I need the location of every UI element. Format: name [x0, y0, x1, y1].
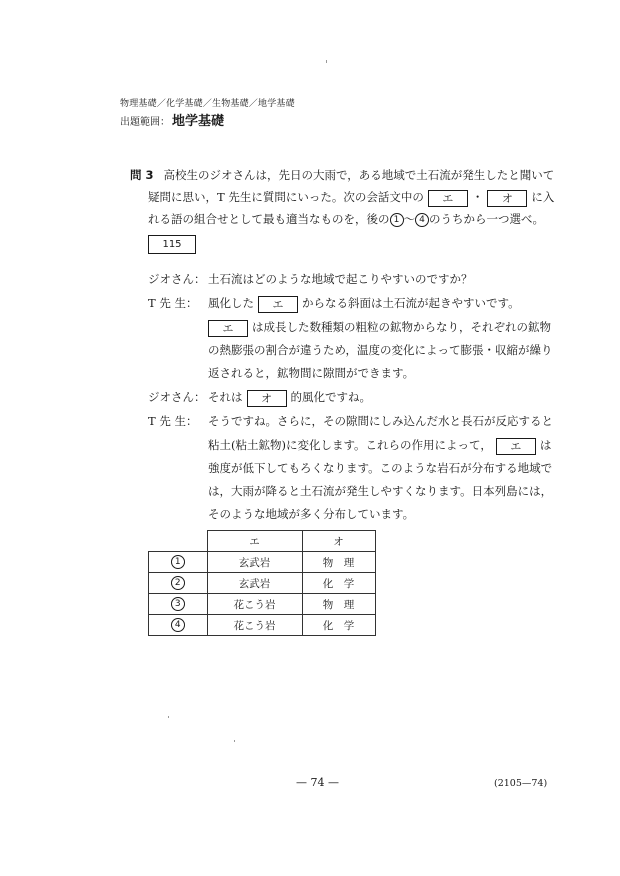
- page-number: — 74 —: [296, 776, 339, 789]
- table-row: [149, 594, 376, 615]
- blank-e: エ: [258, 296, 298, 313]
- blank-e: エ: [496, 438, 536, 455]
- blank-o: オ: [247, 390, 287, 407]
- table-header-row: [149, 531, 376, 552]
- question-line-3: [148, 209, 544, 229]
- dialogue-text-6b: 的風化ですね。: [290, 390, 371, 404]
- option-marker: 1: [171, 555, 185, 569]
- separator: ・: [471, 190, 484, 204]
- dialogue-line-7: [148, 410, 553, 432]
- dialogue-line-2: [148, 292, 520, 314]
- table-cell-o: 化 学: [302, 573, 375, 594]
- dialogue-text-3: は成長した数種類の粗粒の鉱物からなり，それぞれの鉱物: [252, 320, 551, 334]
- dialogue-text-2b: からなる斜面は土石流が起きやすいです。: [302, 296, 520, 310]
- option-marker: 2: [171, 576, 185, 590]
- dialogue-line-8: [208, 434, 551, 456]
- table-cell-e: 玄武岩: [207, 552, 302, 573]
- table-row: [149, 552, 376, 573]
- dialogue-text-8a: 粘土(粘土鉱物)に変化します。これらの作用によって，: [208, 438, 492, 452]
- speaker-teacher: T 先 生：: [148, 414, 198, 428]
- speaker-geo: ジオさん：: [148, 390, 206, 404]
- option-number-cell: [149, 573, 208, 594]
- speaker-teacher: T 先 生：: [148, 296, 198, 310]
- dialogue-text-2a: 風化した: [208, 296, 254, 310]
- table-header-o: オ: [302, 531, 375, 552]
- dialogue-line-5: 返されると，鉱物間に隙間ができます。: [208, 366, 415, 380]
- table-corner: [149, 531, 208, 552]
- dialogue-line-10: は，大雨が降ると土石流が発生しやすくなります。日本列島には，: [208, 484, 553, 498]
- option-number-cell: [149, 594, 208, 615]
- option-number-cell: [149, 615, 208, 636]
- table-header-e: エ: [207, 531, 302, 552]
- answer-number-box: 115: [148, 235, 196, 254]
- dialogue-text-6a: それは: [208, 390, 243, 404]
- option-marker: 3: [171, 597, 185, 611]
- range-value: 地学基礎: [172, 114, 225, 129]
- choices-table: [148, 530, 376, 636]
- scan-speck: [234, 740, 235, 742]
- dialogue-text-1: 土石流はどのような地域で起こりやすいのですか？: [208, 272, 473, 286]
- option-4-marker: 4: [415, 213, 429, 227]
- question-text-3b: のうちから一つ選べ。: [429, 212, 544, 226]
- blank-e: エ: [208, 320, 248, 337]
- table-row: [149, 615, 376, 636]
- dialogue-text-8b: は: [539, 438, 552, 452]
- range-label: 出題範囲：: [120, 117, 170, 128]
- table-row: [149, 573, 376, 594]
- scan-speck: [326, 60, 327, 63]
- option-marker: 4: [171, 618, 185, 632]
- dialogue-line-11: そのような地域が多く分布しています。: [208, 507, 415, 521]
- dialogue-text-7: そうですね。さらに，その隙間にしみ込んだ水と長石が反応すると: [208, 414, 553, 428]
- tilde: ～: [403, 212, 415, 226]
- speaker-geo: ジオさん：: [148, 272, 206, 286]
- table-cell-o: 物 理: [302, 594, 375, 615]
- exam-range: [120, 110, 224, 129]
- dialogue-line-3: [208, 316, 551, 338]
- question-text-1: 高校生のジオさんは，先日の大雨で，ある地域で土石流が発生したと聞いて: [163, 168, 555, 182]
- question-text-3a: れる語の組合せとして最も適当なものを，後の: [148, 212, 390, 226]
- question-text-2b: に入: [531, 190, 555, 204]
- document-code: (2105—74): [494, 778, 548, 789]
- table-cell-o: 物 理: [302, 552, 375, 573]
- dialogue-line-1: [148, 268, 473, 290]
- blank-e: エ: [428, 190, 468, 207]
- question-text-2a: 疑問に思い，T 先生に質問にいった。次の会話文中の: [148, 190, 424, 204]
- question-line-2: [148, 187, 554, 207]
- table-cell-o: 化 学: [302, 615, 375, 636]
- question-label: 問 3: [130, 168, 154, 182]
- subjects-header: 物理基礎／化学基礎／生物基礎／地学基礎: [120, 99, 295, 109]
- option-number-cell: [149, 552, 208, 573]
- table-cell-e: 花こう岩: [207, 615, 302, 636]
- dialogue-line-6: [148, 386, 371, 408]
- answer-number-row: [148, 232, 196, 254]
- table-cell-e: 玄武岩: [207, 573, 302, 594]
- dialogue-line-9: 強度が低下してもろくなります。このような岩石が分布する地域で: [208, 461, 553, 475]
- table-cell-e: 花こう岩: [207, 594, 302, 615]
- scan-speck: [168, 716, 169, 718]
- option-1-marker: 1: [390, 213, 404, 227]
- question-line-1: [130, 165, 554, 185]
- dialogue-line-4: の熱膨張の割合が違うため，温度の変化によって膨張・収縮が繰り: [208, 343, 553, 357]
- blank-o: オ: [487, 190, 527, 207]
